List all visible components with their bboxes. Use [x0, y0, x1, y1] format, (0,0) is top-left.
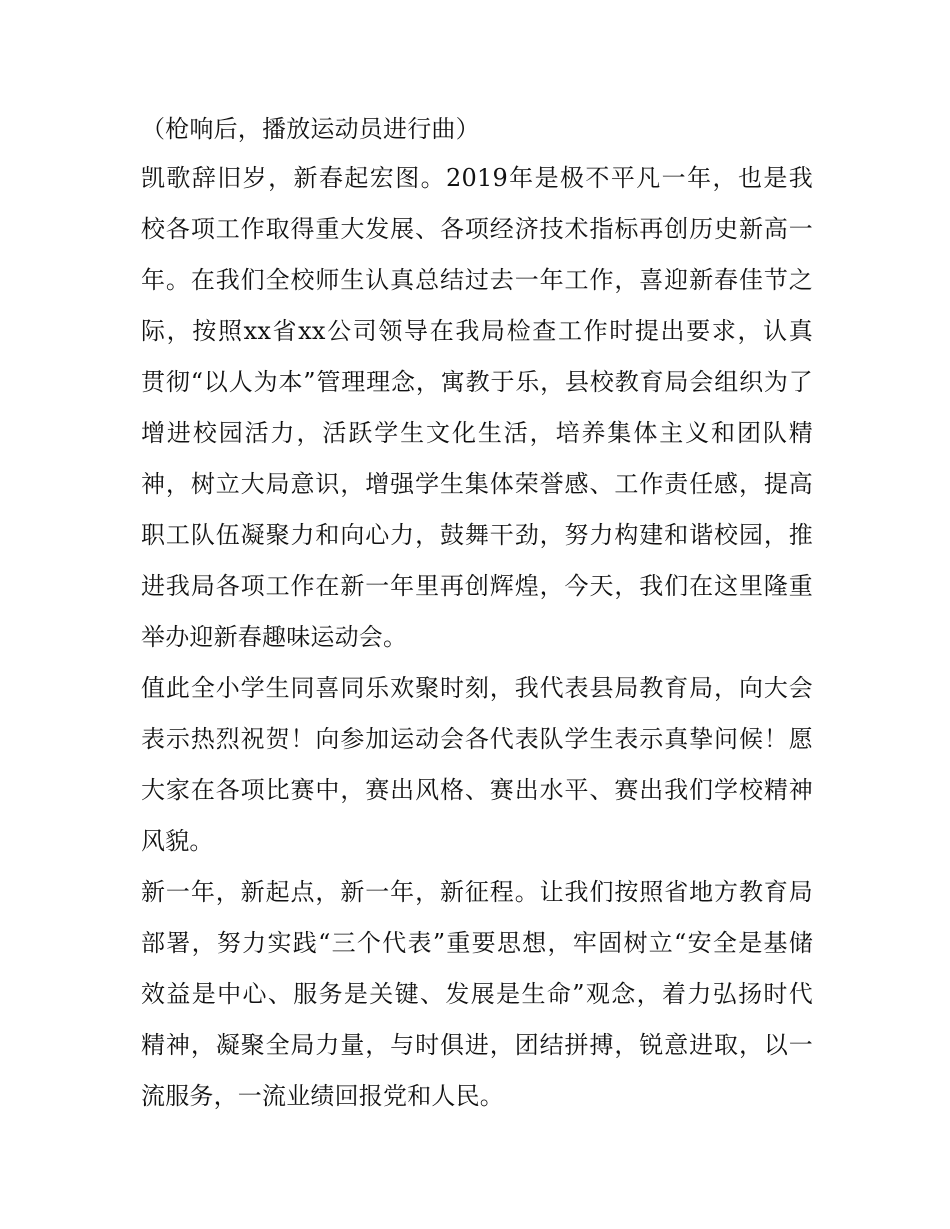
paragraph-3 — [141, 663, 813, 867]
text-line: 举办迎新春趣味运动会。 — [141, 623, 408, 651]
text-line: 精神，凝聚全局力量，与时俱进，团结拼搏，锐意进取，以一 — [141, 1031, 813, 1059]
text-line: 神，树立大局意识，增强学生集体荣誉感、工作责任感，提高 — [141, 470, 813, 498]
text-line: 效益是中心、服务是关键、发展是生命”观念，着力弘扬时代 — [141, 980, 813, 1008]
text-line: 校各项工作取得重大发展、各项经济技术指标再创历史新高一 — [141, 215, 813, 243]
paragraph-1 — [141, 105, 813, 153]
text-line: 新一年，新起点，新一年，新征程。让我们按照省地方教育局 — [141, 878, 813, 906]
text-line: 增进校园活力，活跃学生文化生活，培养集体主义和团队精 — [141, 419, 813, 447]
text-line: 表示热烈祝贺！向参加运动会各代表队学生表示真挚问候！愿 — [141, 725, 813, 753]
text-line: 进我局各项工作在新一年里再创辉煌，今天，我们在这里隆重 — [141, 572, 813, 600]
text-line: 年。在我们全校师生认真总结过去一年工作，喜迎新春佳节之 — [141, 266, 813, 294]
text-line: 风貌。 — [141, 827, 214, 855]
text-line: 贯彻“以人为本”管理理念，寓教于乐，县校教育局会组织为了 — [141, 368, 813, 396]
text-line: 职工队伍凝聚力和向心力，鼓舞干劲，努力构建和谐校园，推 — [141, 521, 813, 549]
paragraph-4 — [141, 867, 813, 1122]
text-line: （枪响后，播放运动员进行曲） — [141, 115, 480, 143]
text-line: 大家在各项比赛中，赛出风格、赛出水平、赛出我们学校精神 — [141, 776, 813, 804]
text-line: 值此全小学生同喜同乐欢聚时刻，我代表县局教育局，向大会 — [141, 674, 813, 702]
text-line: 凯歌辞旧岁，新春起宏图。2019年是极不平凡一年，也是我 — [141, 164, 813, 192]
text-line: 部署，努力实践“三个代表”重要思想，牢固树立“安全是基储 — [141, 929, 813, 957]
text-line: 流服务，一流业绩回报党和人民。 — [141, 1082, 504, 1110]
document-body — [141, 105, 813, 1122]
text-line: 际，按照xx省xx公司领导在我局检查工作时提出要求，认真 — [141, 317, 813, 345]
paragraph-2 — [141, 153, 813, 663]
